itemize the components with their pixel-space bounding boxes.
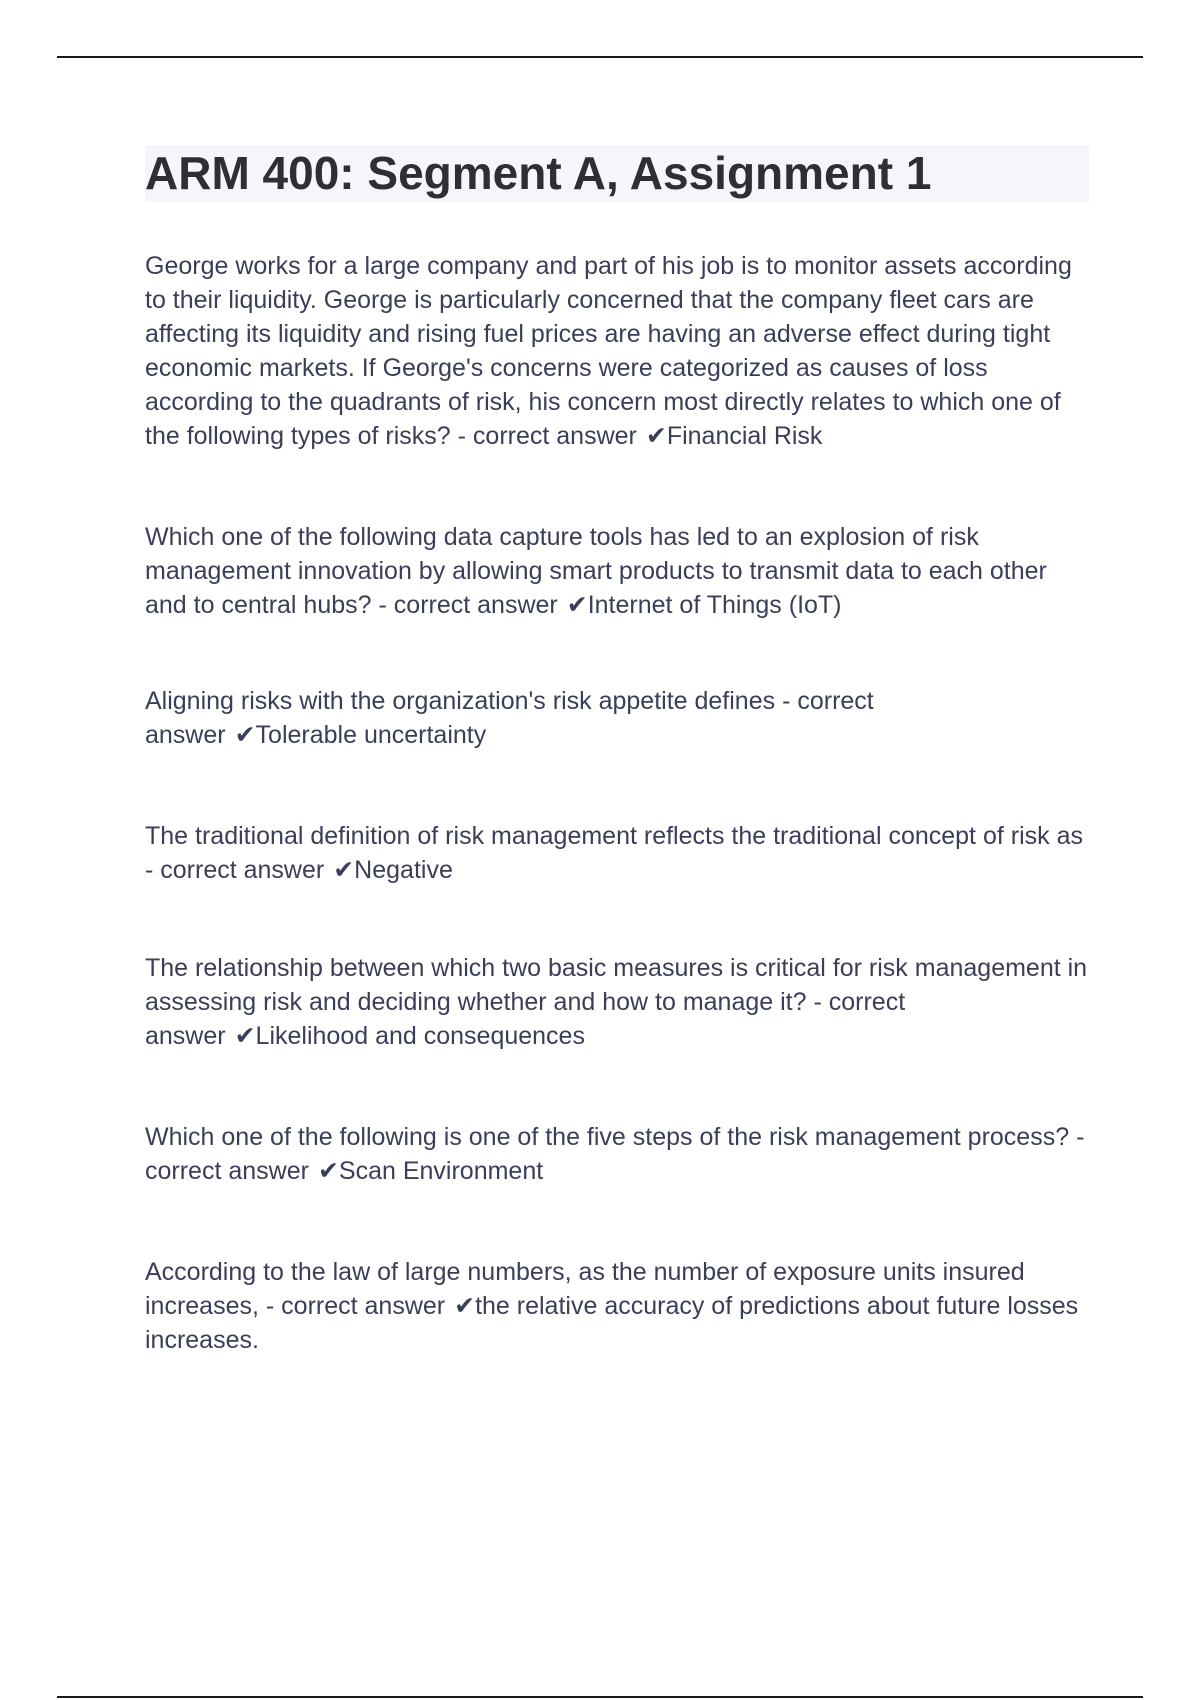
qa-item	[145, 1255, 1090, 1357]
question-text: George works for a large company and part of his job is to monitor assets according to their liquidity. George is particularly concerned that the company fleet cars are affecting its liquidity and rising fuel prices are having an adverse effect during tight economic markets. If George's concerns were categorized as causes of loss according to the quadrants of risk, his concern most directly relates to which one of the following types of risks?	[145, 252, 1072, 450]
qa-item	[145, 684, 1090, 752]
answer-text: Internet of Things (IoT)	[587, 591, 842, 619]
question-text: The relationship between which two basic measures is critical for risk management in assessing risk and deciding whether and how to manage it?	[145, 954, 1088, 1016]
qa-item	[145, 819, 1090, 887]
question-text: The traditional definition of risk management reflects the traditional concept of risk as	[145, 822, 1083, 850]
header-rule	[57, 56, 1143, 58]
qa-item	[145, 951, 1090, 1053]
check-icon: ✔	[333, 856, 355, 884]
answer-marker: - correct answer	[265, 1292, 446, 1320]
answer-text: Negative	[354, 856, 453, 884]
answer-text: Scan Environment	[338, 1157, 544, 1185]
question-text: Which one of the following data capture tools has led to an explosion of risk management innovation by allowing smart products to transmit data to each other and to central hubs?	[145, 523, 1047, 619]
question-text: Which one of the following is one of the five steps of the risk management process?	[145, 1123, 1070, 1151]
answer-text: Tolerable uncertainty	[255, 721, 487, 749]
answer-marker: - correct answer	[378, 591, 558, 619]
document-title: ARM 400: Segment A, Assignment 1	[145, 147, 932, 199]
question-text: According to the law of large numbers, as the number of exposure units insured increases,	[145, 1258, 1025, 1320]
qa-item	[145, 249, 1090, 453]
qa-list	[145, 249, 1090, 1357]
check-icon: ✔	[645, 422, 667, 450]
check-icon: ✔	[454, 1292, 476, 1320]
footer-rule	[57, 1696, 1143, 1698]
answer-marker: - correct answer	[145, 988, 906, 1050]
answer-text: Financial Risk	[666, 422, 823, 450]
question-text: Aligning risks with the organization's risk appetite defines	[145, 687, 776, 715]
check-icon: ✔	[234, 721, 256, 749]
qa-item	[145, 1120, 1090, 1188]
check-icon: ✔	[317, 1157, 339, 1185]
answer-marker: - correct answer	[145, 1123, 1085, 1185]
answer-text: the relative accuracy of predictions about future losses increases.	[145, 1292, 1079, 1354]
answer-marker: - correct answer	[145, 856, 325, 884]
answer-marker: - correct answer	[457, 422, 637, 450]
check-icon: ✔	[234, 1022, 256, 1050]
answer-text: Likelihood and consequences	[255, 1022, 585, 1050]
check-icon: ✔	[566, 591, 588, 619]
answer-marker: - correct answer	[145, 687, 874, 749]
qa-item	[145, 520, 1090, 622]
